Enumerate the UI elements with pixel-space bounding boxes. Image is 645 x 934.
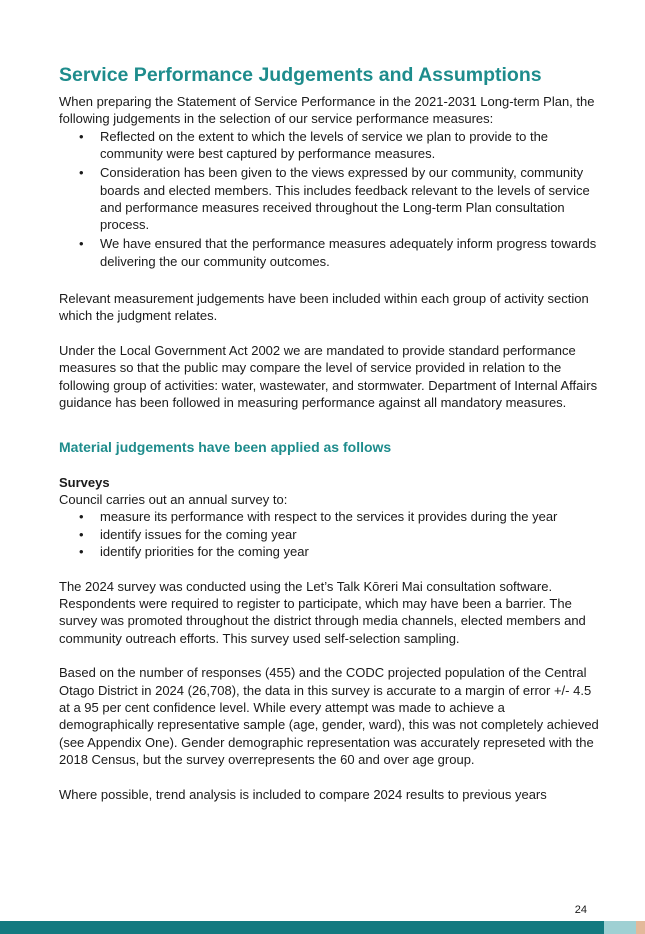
bullet-icon: •: [79, 544, 84, 560]
intro-paragraph: When preparing the Statement of Service Performance in the 2021-2031 Long-term Plan, the following judgements in the selection of our service performance measures:: [59, 94, 595, 127]
list-item: [59, 164, 599, 234]
list-item-text: Consideration has been given to the views expressed by our community, community boards and elected members. This includes feedback relevant to the levels of service and performance measures received throughout the Long-term Plan consultation process.: [100, 165, 590, 233]
page-content: [59, 63, 599, 803]
lga-paragraph: Under the Local Government Act 2002 we are mandated to provide standard performance measures so that the public may compare the level of service provided in relation to the following group of activities: water, wastewater, and stormwater. Department of Internal Affairs guidance has been followed in measuring performance against all mandatory measures.: [59, 342, 598, 411]
surveys-intro: Council carries out an annual survey to:: [59, 491, 288, 507]
list-item-text: We have ensured that the performance measures adequately inform progress towards delivering the our community outcomes.: [100, 236, 597, 269]
list-item-text: identify issues for the coming year: [100, 526, 297, 542]
survey-accuracy-paragraph: Based on the number of responses (455) and the CODC projected population of the Central Otago District in 2024 (26,708), the data in this survey is accurate to a margin of error +/- 4.5 at a 95 per cent confidence level. While every attempt was made to achieve a demographically representative sample (age, gender, ward), this was not completely achieved (see Appendix One). Gender demographic representation was accurately represeted with the 2018 Census, but the survey overrepresents the 60 and over age group.: [59, 665, 599, 768]
footer-bar: [0, 921, 645, 934]
page-title: Service Performance Judgements and Assumptions: [59, 64, 542, 86]
list-item-text: identify priorities for the coming year: [100, 544, 309, 560]
list-item: [59, 543, 599, 560]
survey-bullet-list: [59, 508, 599, 560]
intro-bullet-list: [59, 128, 599, 270]
footer-peach-segment: [636, 921, 645, 934]
measurement-paragraph: Relevant measurement judgements have been included within each group of activity section which the judgment relates.: [59, 291, 589, 324]
list-item-text: Reflected on the extent to which the levels of service we plan to provide to the community were best captured by performance measures.: [100, 128, 549, 162]
list-item: [59, 235, 599, 270]
footer-teal-segment: [0, 921, 604, 934]
page-number: 24: [574, 904, 587, 916]
section-heading: Material judgements have been applied as follows: [59, 438, 392, 455]
surveys-heading: Surveys: [59, 474, 110, 490]
survey-method-paragraph: The 2024 survey was conducted using the Let’s Talk Kōreri Mai consultation software. Respondents were required to register to participate, which may have been a barrier. The survey was promoted throughout the district through media channels, elected members and community outreach efforts. This survey used self-selection sampling.: [59, 578, 586, 646]
list-item: [59, 128, 599, 163]
list-item-text: measure its performance with respect to the services it provides during the year: [100, 509, 558, 525]
bullet-icon: •: [79, 236, 84, 252]
bullet-icon: •: [79, 165, 84, 181]
list-item: [59, 526, 599, 543]
bullet-icon: •: [79, 509, 84, 525]
bullet-icon: •: [79, 128, 84, 144]
footer-light-segment: [604, 921, 636, 934]
trend-paragraph: Where possible, trend analysis is included to compare 2024 results to previous years: [59, 786, 547, 802]
list-item: [59, 508, 599, 525]
bullet-icon: •: [79, 526, 84, 542]
